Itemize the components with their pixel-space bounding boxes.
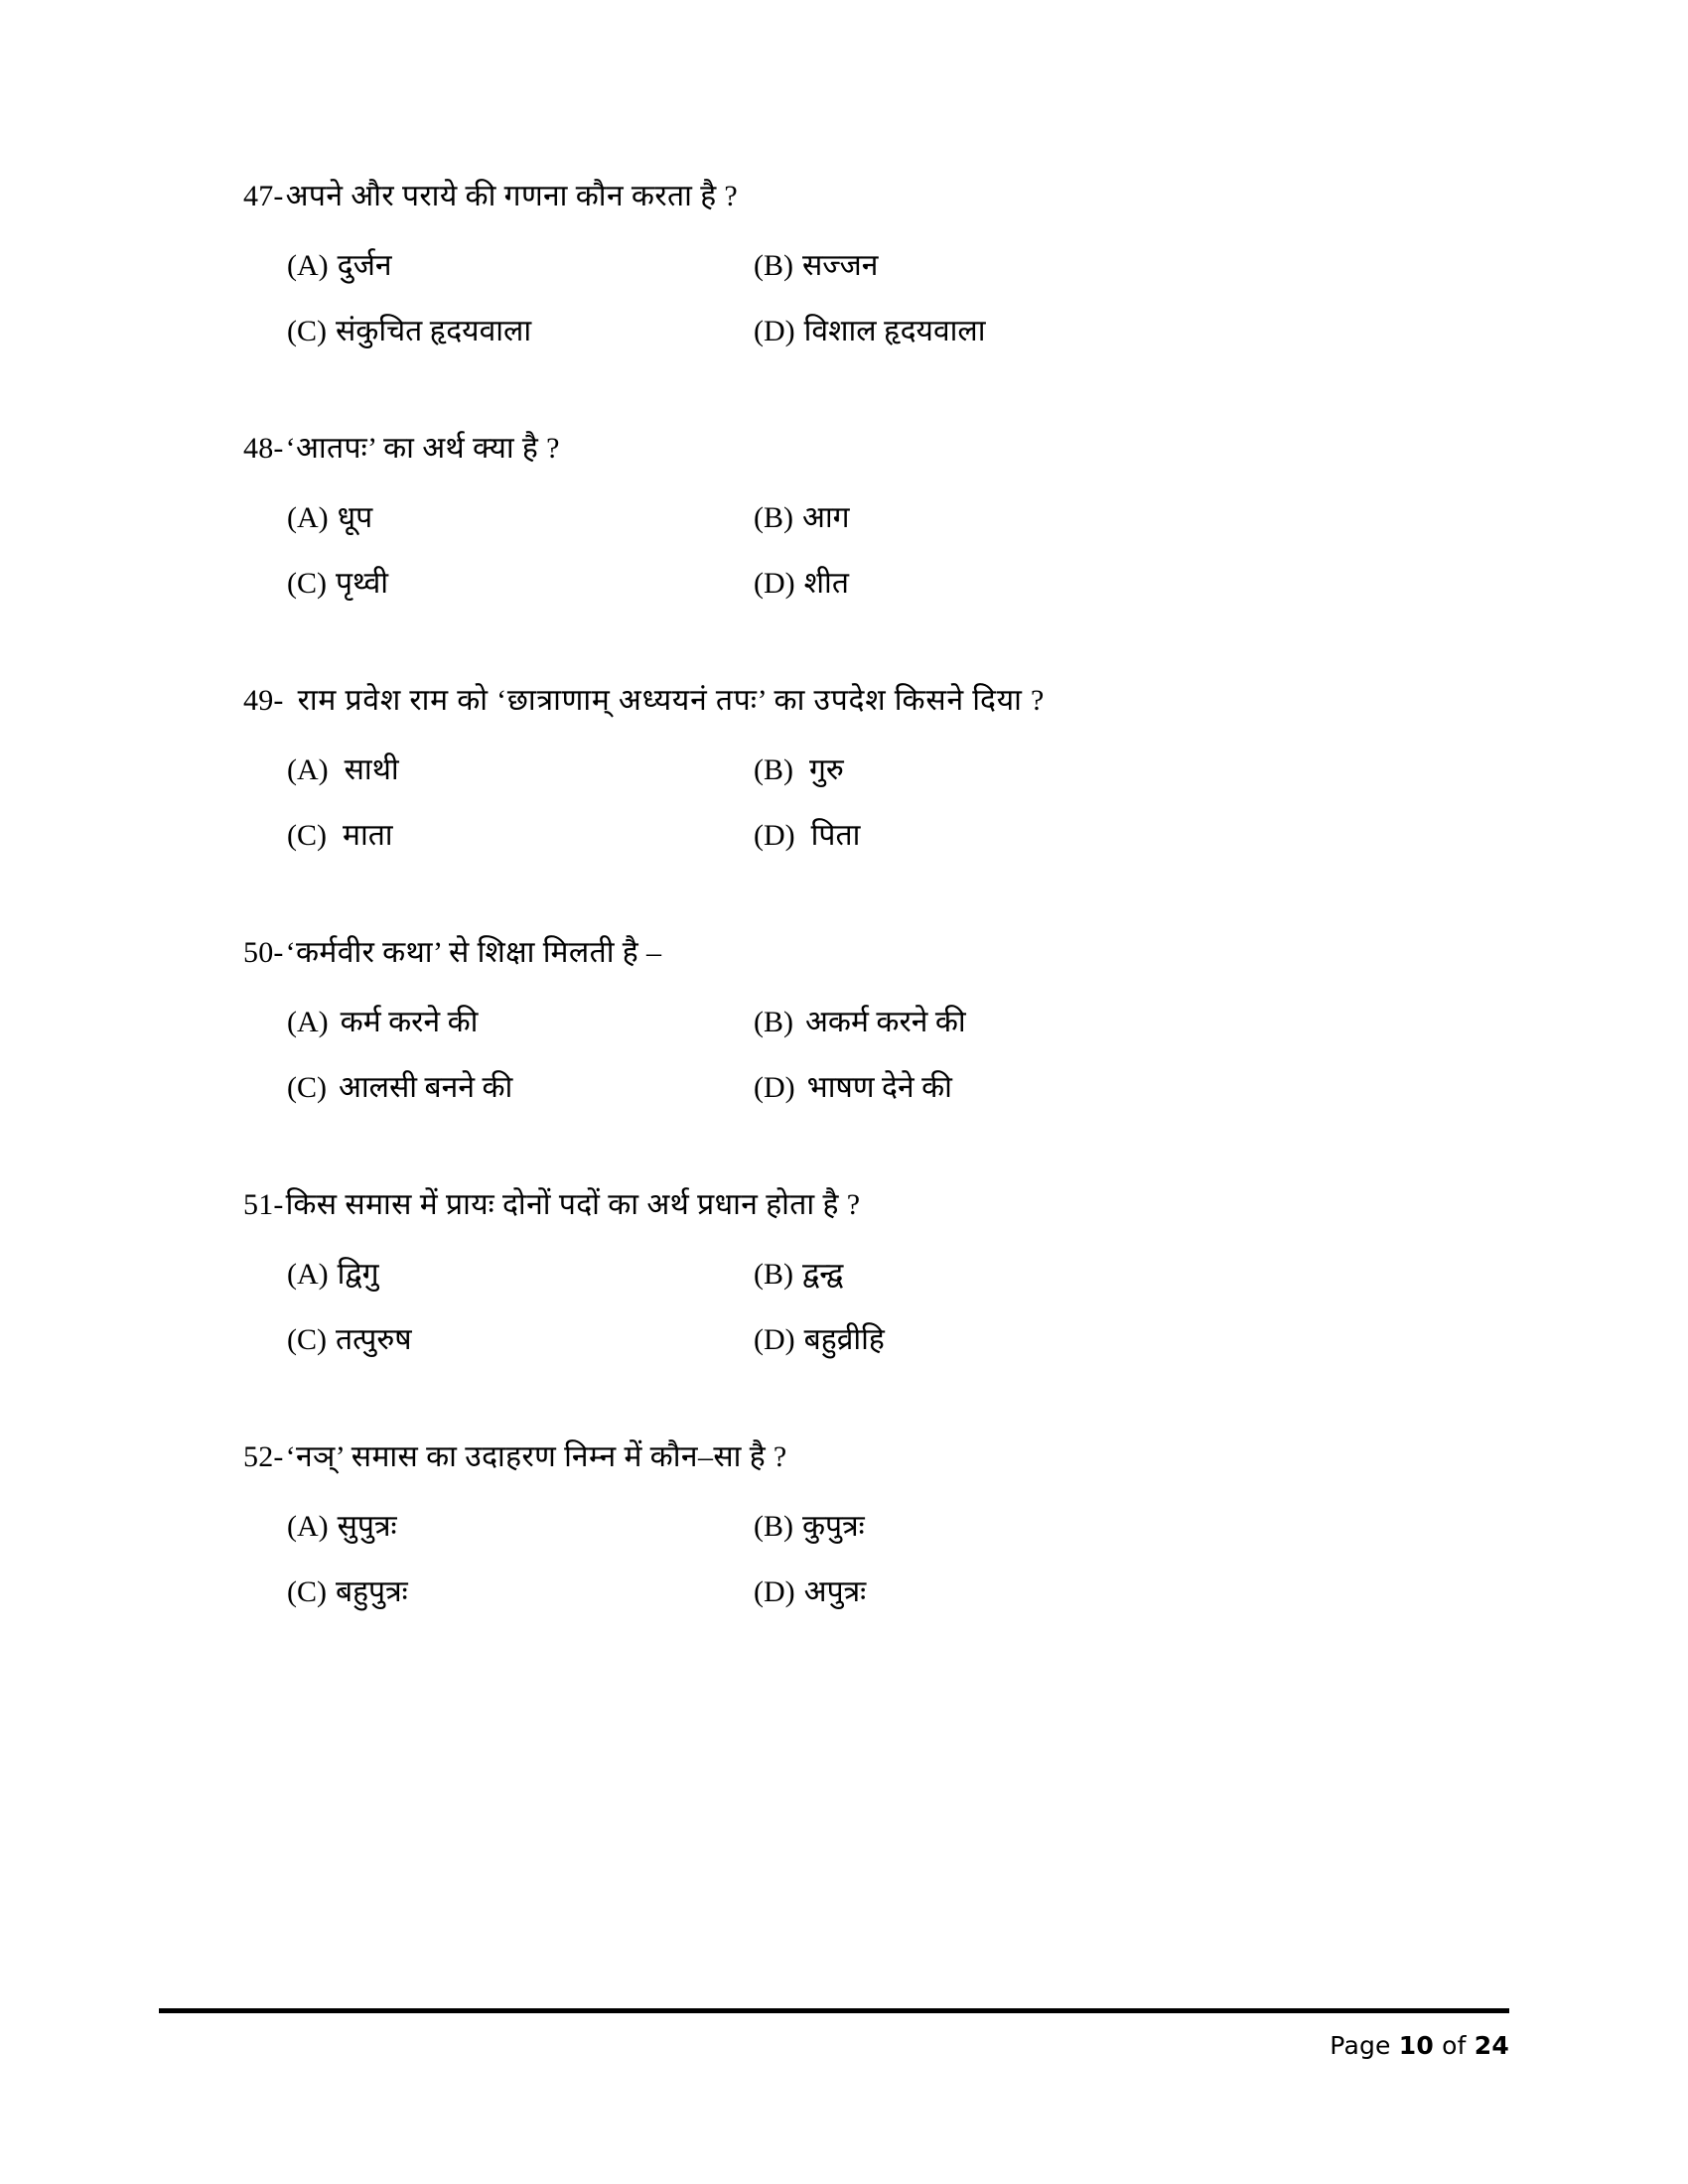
option-d[interactable] — [754, 814, 860, 858]
questions-container — [243, 174, 1465, 1687]
question-block — [243, 1182, 1465, 1361]
question-number: 49- — [243, 684, 284, 717]
question-heading — [243, 426, 1465, 471]
question-number: 47- — [243, 180, 284, 212]
page-word: Page — [1330, 2031, 1391, 2060]
option-text-d: पिता — [810, 818, 861, 852]
option-text-a: साथी — [344, 753, 399, 786]
option-b[interactable] — [754, 1253, 843, 1297]
option-text-d: भाषण देने की — [806, 1070, 952, 1104]
option-label-b: (B) — [754, 1006, 793, 1038]
option-text-c: पृथ्वी — [336, 566, 389, 600]
option-row — [287, 496, 1465, 540]
option-row — [287, 1505, 1465, 1549]
option-label-c: (C) — [287, 314, 327, 347]
option-b[interactable] — [754, 1001, 966, 1044]
option-row — [287, 1001, 1465, 1044]
option-label-d: (D) — [754, 314, 795, 347]
option-label-a: (A) — [287, 1258, 329, 1291]
question-heading — [243, 930, 1465, 975]
question-block — [243, 1434, 1465, 1613]
option-text-c: माता — [343, 818, 393, 852]
total-page-number: 24 — [1474, 2031, 1509, 2060]
option-d[interactable] — [754, 1066, 952, 1110]
page-number-indicator — [159, 2031, 1509, 2060]
option-label-a: (A) — [287, 1006, 329, 1038]
option-row — [287, 814, 1465, 858]
option-text-b: अकर्म करने की — [805, 1006, 966, 1038]
option-text-a: दुर्जन — [337, 249, 392, 282]
option-b[interactable] — [754, 244, 878, 288]
option-text-d: विशाल हृदयवाला — [803, 314, 986, 347]
question-block — [243, 930, 1465, 1109]
question-number: 48- — [243, 432, 284, 465]
option-text-c: बहुपुत्रः — [336, 1574, 408, 1608]
option-text-c: संकुचित हृदयवाला — [336, 314, 532, 347]
option-label-b: (B) — [754, 1258, 793, 1291]
of-word: of — [1442, 2031, 1467, 2060]
option-text-a: कर्म करने की — [340, 1006, 479, 1038]
option-d[interactable] — [754, 562, 849, 606]
option-a[interactable] — [287, 244, 754, 288]
option-row — [287, 1066, 1465, 1110]
option-label-b: (B) — [754, 501, 793, 534]
options-group — [243, 1001, 1465, 1109]
option-label-a: (A) — [287, 249, 329, 282]
options-group — [243, 496, 1465, 605]
option-text-c: तत्पुरुष — [336, 1322, 412, 1356]
question-number: 52- — [243, 1440, 284, 1473]
page-footer — [159, 2008, 1509, 2060]
question-heading — [243, 678, 1465, 723]
option-a[interactable] — [287, 1505, 754, 1549]
option-row — [287, 1318, 1465, 1362]
option-label-d: (D) — [754, 566, 795, 600]
option-text-b: आग — [802, 501, 850, 534]
option-d[interactable] — [754, 1570, 866, 1614]
option-a[interactable] — [287, 749, 754, 792]
option-c[interactable] — [287, 310, 754, 353]
option-c[interactable] — [287, 1570, 754, 1614]
option-c[interactable] — [287, 814, 754, 858]
option-row — [287, 1253, 1465, 1297]
option-label-a: (A) — [287, 1510, 329, 1543]
current-page-number: 10 — [1398, 2031, 1434, 2060]
option-text-a: सुपुत्रः — [337, 1510, 397, 1543]
question-text: राम प्रवेश राम को ‘छात्राणाम् अध्ययनं तपः’ का उपदेश किसने दिया ? — [297, 684, 1046, 717]
question-heading — [243, 1434, 1465, 1479]
option-label-b: (B) — [754, 753, 793, 786]
option-label-d: (D) — [754, 1070, 795, 1104]
option-row — [287, 1570, 1465, 1614]
question-number: 50- — [243, 936, 284, 969]
option-row — [287, 749, 1465, 792]
options-group — [243, 749, 1465, 857]
option-text-d: शीत — [803, 566, 849, 600]
footer-divider — [159, 2008, 1509, 2013]
option-label-b: (B) — [754, 249, 793, 282]
option-label-b: (B) — [754, 1510, 793, 1543]
option-label-c: (C) — [287, 566, 327, 600]
option-c[interactable] — [287, 1318, 754, 1362]
option-text-b: कुपुत्रः — [802, 1510, 865, 1543]
option-row — [287, 562, 1465, 606]
option-d[interactable] — [754, 1318, 885, 1362]
question-text: ‘नञ्’ समास का उदाहरण निम्न में कौन–सा है ? — [285, 1440, 787, 1473]
option-label-d: (D) — [754, 1322, 795, 1356]
option-label-d: (D) — [754, 818, 795, 852]
option-label-c: (C) — [287, 818, 327, 852]
option-text-d: बहुव्रीहि — [803, 1322, 885, 1356]
option-d[interactable] — [754, 310, 986, 353]
option-b[interactable] — [754, 1505, 865, 1549]
option-label-c: (C) — [287, 1322, 327, 1356]
options-group — [243, 244, 1465, 352]
option-label-c: (C) — [287, 1070, 327, 1104]
option-text-b: सज्जन — [802, 249, 879, 282]
question-number: 51- — [243, 1188, 284, 1221]
option-a[interactable] — [287, 496, 754, 540]
option-label-a: (A) — [287, 753, 329, 786]
option-label-a: (A) — [287, 501, 329, 534]
option-c[interactable] — [287, 562, 754, 606]
option-label-d: (D) — [754, 1574, 795, 1608]
option-label-c: (C) — [287, 1574, 327, 1608]
question-text: अपने और पराये की गणना कौन करता है ? — [285, 180, 739, 212]
question-text: ‘आतपः’ का अर्थ क्या है ? — [285, 432, 560, 465]
question-text: ‘कर्मवीर कथा’ से शिक्षा मिलती है – — [285, 936, 662, 969]
option-text-d: अपुत्रः — [803, 1574, 867, 1608]
option-text-a: धूप — [337, 501, 373, 534]
question-heading — [243, 174, 1465, 218]
option-a[interactable] — [287, 1253, 754, 1297]
option-b[interactable] — [754, 496, 850, 540]
option-row — [287, 310, 1465, 353]
option-text-b: गुरु — [809, 753, 844, 786]
question-block — [243, 678, 1465, 857]
option-text-a: द्विगु — [337, 1258, 379, 1291]
question-heading — [243, 1182, 1465, 1227]
options-group — [243, 1505, 1465, 1613]
option-b[interactable] — [754, 749, 844, 792]
option-row — [287, 244, 1465, 288]
question-block — [243, 174, 1465, 352]
question-text: किस समास में प्रायः दोनों पदों का अर्थ प्रधान होता है ? — [285, 1188, 861, 1221]
option-c[interactable] — [287, 1066, 754, 1110]
option-text-c: आलसी बनने की — [339, 1070, 513, 1104]
question-block — [243, 426, 1465, 605]
options-group — [243, 1253, 1465, 1361]
option-a[interactable] — [287, 1001, 754, 1044]
option-text-b: द्वन्द्व — [802, 1258, 844, 1291]
